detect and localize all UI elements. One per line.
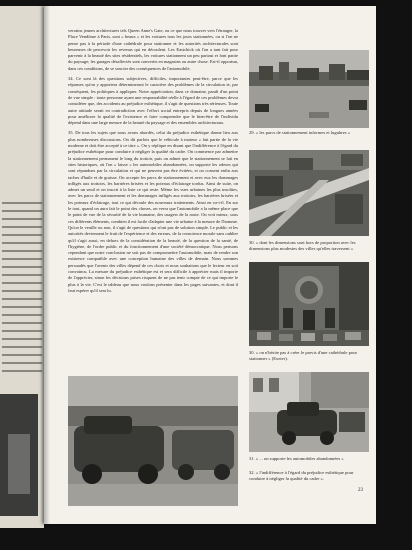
text-line <box>2 290 42 292</box>
text-line <box>2 298 42 300</box>
text-line <box>2 234 42 236</box>
photo-abandoned-car <box>249 372 369 452</box>
text-line <box>2 202 42 204</box>
text-line <box>2 250 42 252</box>
text-line <box>2 218 42 220</box>
text-line <box>2 282 42 284</box>
photo-wrecked-cars <box>68 376 238 506</box>
text-line <box>2 354 42 356</box>
paragraph: 34. Ce sont là des questions subjectives, difficiles, importantes peut-être, parce que les réponses qu'on y apportera détermineront le caractère des problèmes de la circulation et, par conséquent, les politiques à appliquer. Notre appréciation, dans ce domaine, paraît d'un point de vue simple : toute personne ayant une responsabilité réelle à l'égard de ces problèmes devra considérer que, des accidents au préjudice esthétique, il s'agit de questions très sérieuses. Toute autre attitude serait en contradiction avec l'effort social entrepris depuis de longues années pour améliorer la qualité de l'existence et faire comprendre que le bien-être de l'individu dépend dans une large mesure de la beauté du paysage et des ensembles architecturaux. <box>68 76 238 126</box>
text-line <box>2 370 42 372</box>
caption: 32. « l'indifférence à l'égard du préjudice esthétique pour conduire à négliger la qualité du cadre ». <box>249 470 354 481</box>
text-line <box>2 322 42 324</box>
underlying-page <box>0 6 44 528</box>
caption: 30. « dont les dimensions sont hors de proportion avec les dimensions plus modestes des villes qu'elles traversent » <box>249 240 356 251</box>
text-line <box>2 242 42 244</box>
caption: 30. « on n'hésite pas à créer le parvis d'une cathédrale pour stationner » (Exeter). <box>249 350 358 361</box>
photo-highway-aerial <box>249 150 369 236</box>
text-line <box>2 346 42 348</box>
photo-parking-lot <box>249 50 369 128</box>
paragraph: verrains jeunes architectures tels Queen Anne's Gate, ou ce que nous trouver vers l'étranger, la Place Vendôme à Paris, sont « beaux » et les voitures tous les jours stationnées, ou si l'on ne pense pas à la période d'une cathédrale pour stationner et les autorités architecturales sont heureuses de percevoir les revenus qui en découlent. Les Eastchick où l'on a tant fait pour parvenir à la beauté des sites résidentiels, les voitures stationnent un peu partout et font partie du paysage; les garages désaffectés sont convertis en magasins ou autre chose. Est-il opportun, dans ces conditions, de se soucier des conséquences de l'automobile. <box>68 28 238 71</box>
paragraph: 35. De tous les sujets que nous avons abordés, celui du préjudice esthétique donne lieu aux plus nombreuses discussions. On dit parfois que le véhicule à moteur « fait partie de la vie moderne et doit être accepté à ce titre ». On y réplique en disant que l'indifférence à l'égard du préjudice esthétique pour conduire à négliger la qualité du cadre. On commence par admettre la stationnement permanent le long du trottoir, puis on admet que le stationnement se fait en sites historiques, où l'on « laisse » les automobiles abandonnées, on supporte les odeurs qui sont répandues par la circulation et qui ne peuvent pas être évitées, et on consent enfin aux taches d'huile et de graisse. On accepte les parcs de stationnement et avec eux les dommages infligés aux trottoirs, les barrières brisées et les poteaux d'éclairage tordus. Ainsi de suite, on admet un seuil et on inscrit à la liste ce qui reste. Même les vues urbaines les plus insolites, avec les parcs de stationnement et les dommages infligés aux trottoirs, les barrières brisées et les poteaux d'éclairage, tout ce qui découle des nouveaux traitements. Ainsi en va-t-il. En sur le tout, quand on aura fait le point des choses, on verra que l'automobile a la même place que le point de vue de la sécurité de la vie humaine, des usagers de la route. On voit mieux, sous ces différents éléments, combien il est facile d'adapter une vie urbaine à la mesure de l'homme. Qu'on le veuille ou non, il s'agit de questions qui n'ont pas de solution simple. Le public et les autorités deviennent le fruit de l'expérience et des erreurs, de la conscience morale sans oublier qu'il s'agit aussi, en dehors de la considération de la beauté, de la question de la santé, de l'hygiène, de l'ordre public et du fonctionnement d'une société démocratique. Nous pensons cependant que notre conclusion ne soit pas de compromettre l'automobile, mais de rendre son existence compatible avec une conception humaine des villes de demain. Nous sommes persuadés que l'avenir des villes dépend de ces choix et nous souhaitons que le lecteur en soit convaincu. La mesure du préjudice esthétique est et sera difficile à apprécier mais il importe de l'apprécier, sinon les décisions prises risquent de ne pas tenir compte de ce qui importe le plus à la vie. C'est le tableau que nous voulons présenter dans les pages suivantes, et dont il faut espérer qu'il sera lu. <box>68 130 238 293</box>
text-line <box>2 330 42 332</box>
gutter-shadow <box>44 6 50 524</box>
text-line <box>2 274 42 276</box>
underlying-photo <box>0 394 38 516</box>
text-line <box>2 362 42 364</box>
text-line <box>2 314 42 316</box>
caption: 29. « les parcs de stationnement informes et lugubres » <box>249 130 351 135</box>
text-line <box>2 226 42 228</box>
page-number: 23 <box>358 488 363 493</box>
body-text-column <box>68 28 238 298</box>
text-line <box>2 210 42 212</box>
caption: 31. « ... on supporte les automobiles abandonnées » <box>249 456 344 461</box>
photo-cathedral <box>249 262 369 346</box>
text-line <box>2 338 42 340</box>
text-line <box>2 266 42 268</box>
text-line <box>2 306 42 308</box>
text-line <box>2 258 42 260</box>
